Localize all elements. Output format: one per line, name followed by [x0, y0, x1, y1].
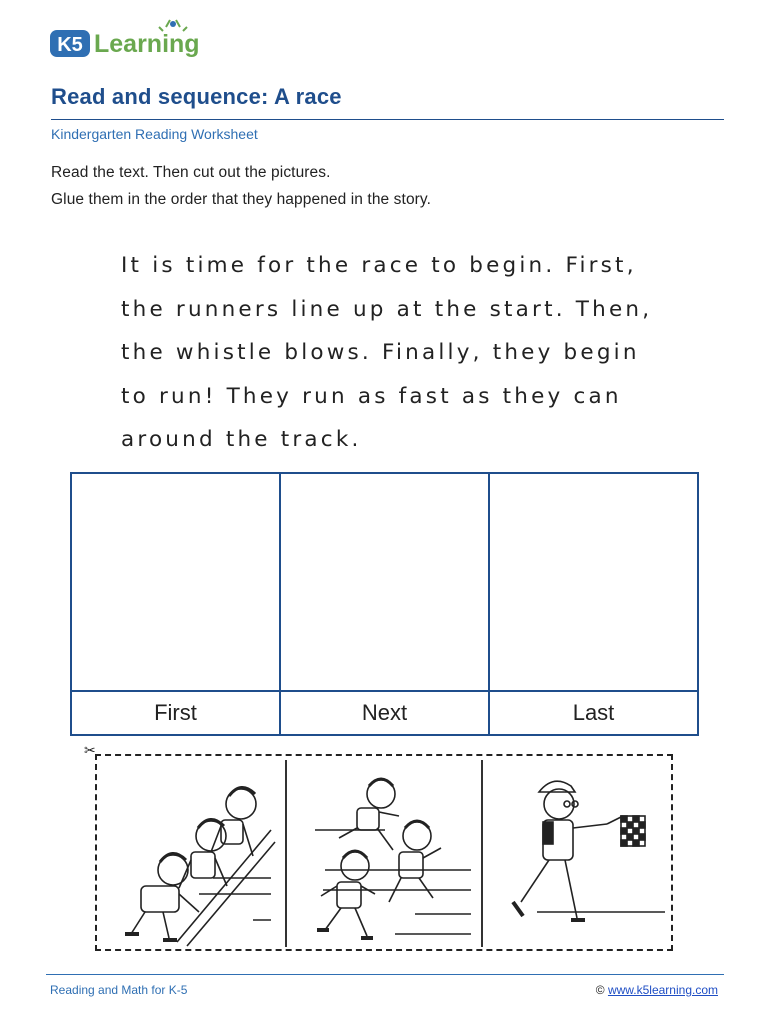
- referee-whistle-flag-picture[interactable]: [489, 762, 669, 947]
- sequence-grid: [70, 472, 699, 736]
- copyright-symbol: ©: [595, 983, 605, 997]
- cutout-strip: [95, 754, 673, 951]
- footer-credit: [596, 983, 718, 997]
- footer-tagline: Reading and Math for K-5: [50, 983, 188, 997]
- cutout-divider: [285, 760, 287, 947]
- runners-at-start-picture[interactable]: [103, 762, 281, 947]
- cutout-divider: [481, 760, 483, 947]
- title-divider: [51, 119, 724, 120]
- k5-learning-logo: [48, 18, 218, 62]
- website-link[interactable]: www.k5learning.com: [607, 983, 718, 997]
- scissors-icon: ✂: [84, 742, 96, 758]
- story-line: It is time for the race to begin. First,: [121, 253, 637, 278]
- page-title: Read and sequence: A race: [51, 84, 342, 109]
- runners-running-picture[interactable]: [295, 762, 475, 947]
- story-line: the runners line up at the start. Then,: [121, 296, 653, 322]
- story-line: around the track.: [121, 427, 362, 452]
- sequence-label-last: Last: [572, 700, 615, 725]
- instruction-line-1: Read the text. Then cut out the pictures.: [51, 164, 331, 181]
- logo-word-text: Learning: [94, 30, 200, 58]
- page-subtitle: Kindergarten Reading Worksheet: [51, 126, 258, 142]
- story-text: [121, 244, 681, 462]
- story-line: the whistle blows. Finally, they begin: [121, 340, 640, 365]
- footer-divider: [46, 974, 724, 975]
- sequence-label-first: First: [154, 700, 197, 725]
- logo-k5-text: K5: [57, 34, 83, 56]
- story-line: to run! They run as fast as they can: [121, 383, 622, 409]
- instruction-line-2: Glue them in the order that they happened in the story.: [51, 191, 432, 208]
- sequence-label-next: Next: [361, 700, 408, 725]
